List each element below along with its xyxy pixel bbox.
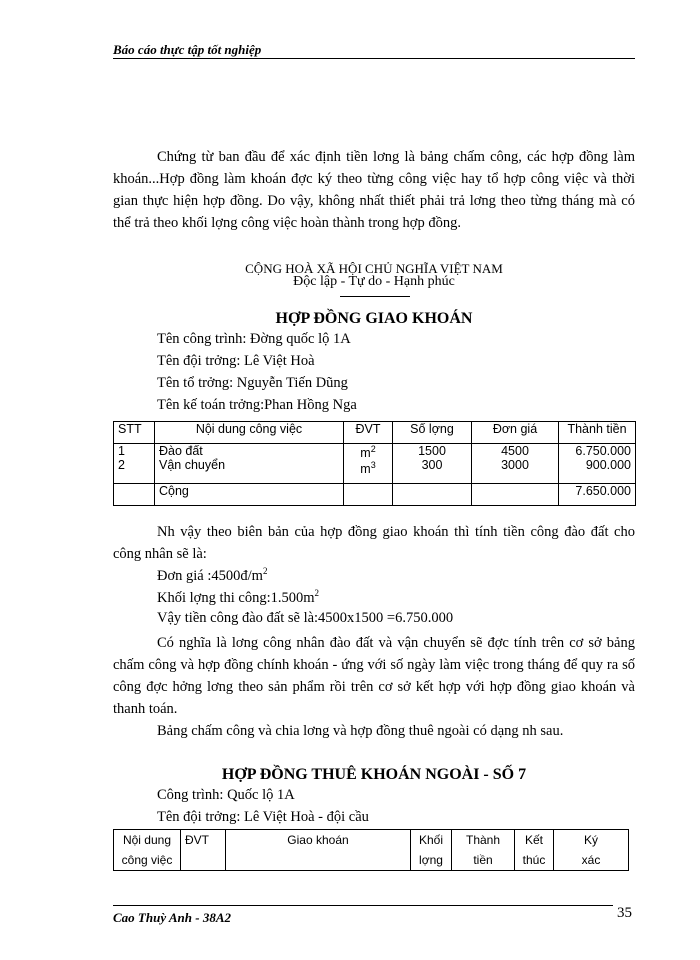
row2-price: 3000 bbox=[501, 458, 529, 472]
motto-line-2: Độc lập - Tự do - Hạnh phúc bbox=[293, 274, 455, 289]
th-qty: Số lợng bbox=[393, 422, 472, 444]
total-label: Cộng bbox=[155, 484, 344, 506]
calc-paragraph-1: Nh vậy theo biên bản của hợp đồng giao khoán thì tính tiền công đào đất cho công nhân sẽ là: bbox=[113, 524, 635, 562]
th-content: Nội dung công việc bbox=[155, 422, 344, 444]
table-row bbox=[114, 444, 636, 484]
th-total: Thành tiền bbox=[559, 422, 636, 444]
th2-quantity: Khối lợng bbox=[411, 830, 452, 871]
row2-content: Vận chuyển bbox=[159, 458, 226, 472]
row1-unit: m bbox=[360, 446, 371, 461]
total-value: 7.650.000 bbox=[559, 484, 636, 506]
table-total-row bbox=[114, 484, 636, 506]
footer-author: Cao Thuỳ Anh - 38A2 bbox=[113, 910, 231, 925]
contract2-table bbox=[113, 829, 629, 871]
contract2-title: HỢP ĐỒNG THUÊ KHOÁN NGOÀI - SỐ 7 bbox=[221, 766, 527, 783]
contract1-group-leader: Tên tổ trởng: Nguyễn Tiến Dũng bbox=[157, 375, 348, 391]
row1-total: 6.750.000 bbox=[575, 444, 631, 458]
calc-unit-price: Đơn giá $:4500đ/m^2$ bbox=[157, 566, 268, 584]
contract2-project: Công trình: Quốc lộ 1A bbox=[157, 787, 295, 803]
row1-stt: 1 bbox=[118, 444, 125, 458]
th2-sign: Ký xác bbox=[554, 830, 629, 871]
th-stt: STT bbox=[114, 422, 155, 444]
motto-rule bbox=[340, 296, 410, 297]
table-header-row bbox=[114, 830, 629, 871]
calc-paragraph-2: Có nghĩa là lơng công nhân đào đất và vận chuyển sẽ đợc tính trên cơ sở bảng chấm công và hợp đồng chính khoán - ứng với số ngày làm việc trong tháng để quy ra số công đợc hởng lơng theo sản phẩm rồi trên cơ sở kết hợp với hợp đồng giao khoán và thanh toán. bbox=[113, 635, 635, 717]
row1-price: 4500 bbox=[501, 444, 529, 458]
calc-paragraph-3: Bảng chấm công và chia lơng và hợp đồng thuê ngoài có dạng nh sau. bbox=[157, 723, 564, 739]
th2-amount: Thành tiền bbox=[452, 830, 515, 871]
intro-paragraph: Chứng từ ban đầu để xác định tiền lơng là bảng chấm công, các hợp đồng làm khoán...Hợp đồng làm khoán đợc ký theo từng công việc hay tổ hợp công việc và thời gian thực hiện hợp đồng. Do vậy, không nhất thiết phải trả lơng theo từng tháng mà có thể trả theo khối lợng công việc hoàn thành trong hợp đồng. bbox=[113, 149, 635, 231]
row2-stt: 2 bbox=[118, 458, 125, 472]
row1-unit-sup: 2 bbox=[370, 444, 376, 454]
contract1-table bbox=[113, 421, 636, 506]
header-rule bbox=[113, 58, 635, 59]
th2-unit: ĐVT bbox=[181, 830, 226, 871]
th-unit: ĐVT bbox=[344, 422, 393, 444]
footer-rule bbox=[113, 905, 613, 906]
row1-qty: 1500 bbox=[418, 444, 446, 458]
contract1-project: Tên công trình: Đờng quốc lộ 1A bbox=[157, 331, 351, 347]
page-number: 35 bbox=[617, 905, 632, 921]
th2-assigned: Giao khoán bbox=[226, 830, 411, 871]
contract2-team-leader: Tên đội trởng: Lê Việt Hoà - đội cầu bbox=[157, 809, 369, 825]
row2-unit: m bbox=[360, 462, 371, 477]
th2-content: Nội dung công việc bbox=[114, 830, 181, 871]
calc-result: Vậy tiền công đào đất sẽ là:4500x1500 =6.750.000 bbox=[157, 610, 454, 626]
motto-line-1: CỘNG HOÀ XÃ HỘI CHỦ NGHĨA VIỆT NAM bbox=[245, 261, 503, 276]
row2-unit-sup: 3 bbox=[370, 460, 376, 471]
table-header-row bbox=[114, 422, 636, 444]
th2-finish: Kết thúc bbox=[515, 830, 554, 871]
th-price: Đơn giá bbox=[472, 422, 559, 444]
contract1-chief-accountant: Tên kế toán trởng:Phan Hồng Nga bbox=[157, 397, 357, 413]
row1-content: Đào đất bbox=[159, 444, 203, 458]
row2-qty: 300 bbox=[421, 458, 443, 472]
contract1-title: HỢP ĐỒNG GIAO KHOÁN bbox=[275, 310, 473, 327]
row2-total: 900.000 bbox=[585, 458, 631, 472]
contract1-team-leader: Tên đội trởng: Lê Việt Hoà bbox=[157, 353, 315, 369]
calc-quantity: Khối lợng thi $công:1.500m^2$ bbox=[157, 588, 319, 606]
page-header-title: Báo cáo thực tập tốt nghiệp bbox=[113, 42, 262, 57]
